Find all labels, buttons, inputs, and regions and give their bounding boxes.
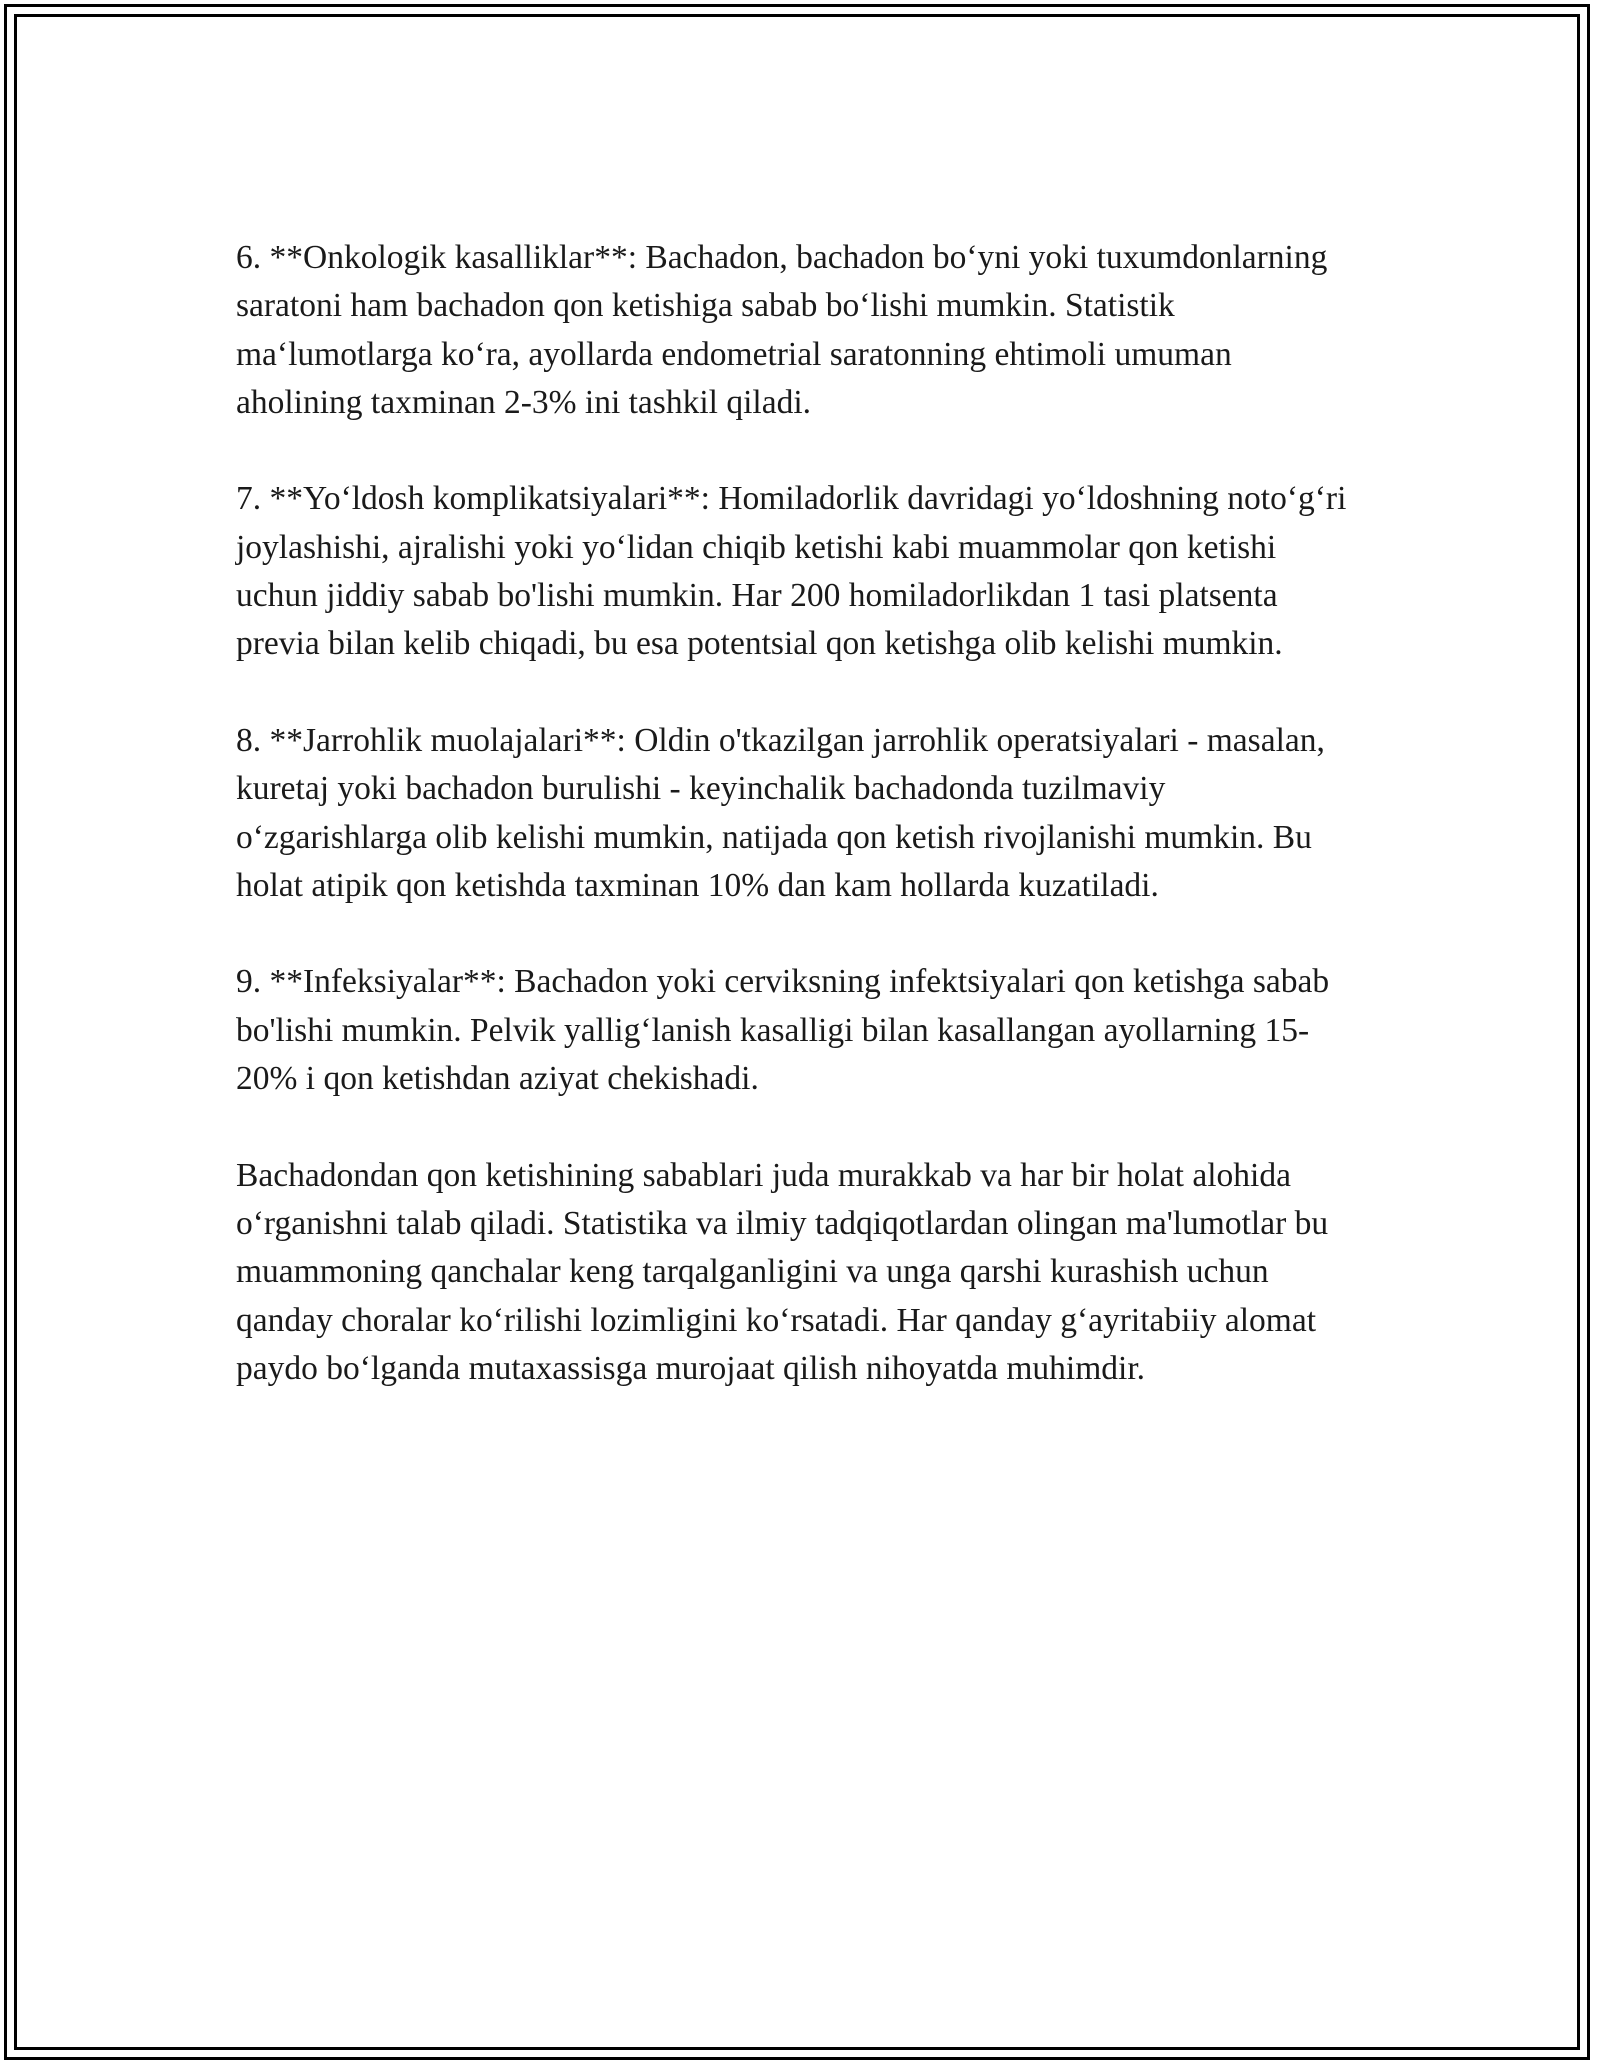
paragraph-conclusion: Bachadondan qon ketishining sabablari juda murakkab va har bir holat alohida o‘rganishni talab qiladi. Statistika va ilmiy tadqiqotlardan olingan ma'lumotlar bu muammoning qanchalar keng tarqalganligini va unga qarshi kurashish uchun qanday choralar ko‘rilishi lozimligini ko‘rsatadi. Har qanday g‘ayritabiiy alomat paydo bo‘lganda mutaxassisga murojaat qilish nihoyatda muhimdir. <box>236 1156 1329 1387</box>
paragraph-infections: 9. **Infeksiyalar**: Bachadon yoki cerviksning infektsiyalari qon ketishga sabab bo'lishi mumkin. Pelvik yallig‘lanish kasalligi bilan kasallangan ayollarning 15-20% i qon ketishdan aziyat chekishadi. <box>236 963 1330 1098</box>
document-body <box>236 234 1356 1393</box>
paragraph-placenta-complications: 7. **Yo‘ldosh komplikatsiyalari**: Homiladorlik davridagi yo‘ldoshning noto‘g‘ri joylashishi, ajralishi yoki yo‘lidan chiqib ketishi kabi muammolar qon ketishi uchun jiddiy sabab bo'lishi mumkin. Har 200 homiladorlikdan 1 tasi platsenta previa bilan kelib chiqadi, bu esa potentsial qon ketishga olib kelishi mumkin. <box>236 480 1347 663</box>
paragraph-surgical-procedures: 8. **Jarrohlik muolajalari**: Oldin o'tkazilgan jarrohlik operatsiyalari - masalan, kuretaj yoki bachadon burulishi - keyinchalik bachadonda tuzilmaviy o‘zgarishlarga olib kelishi mumkin, natijada qon ketish rivojlanishi mumkin. Bu holat atipik qon ketishda taxminan 10% dan kam hollarda kuzatiladi. <box>236 721 1325 904</box>
paragraph-oncological-diseases: 6. **Onkologik kasalliklar**: Bachadon, bachadon bo‘yni yoki tuxumdonlarning saratoni ham bachadon qon ketishiga sabab bo‘lishi mumkin. Statistik ma‘lumotlarga ko‘ra, ayollarda endometrial saratonning ehtimoli umuman aholining taxminan 2-3% ini tashkil qiladi. <box>236 239 1328 421</box>
